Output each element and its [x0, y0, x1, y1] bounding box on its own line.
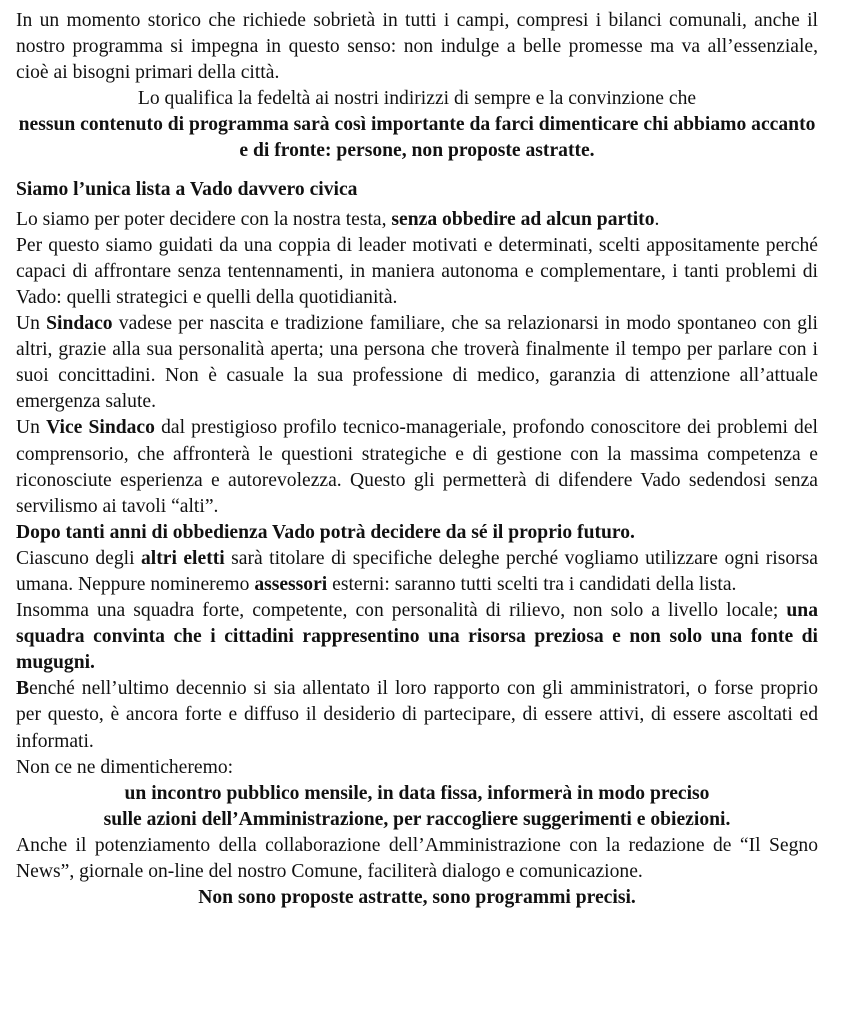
- paragraph-sindaco: [16, 311, 818, 415]
- paragraph-vice-sindaco: [16, 415, 818, 519]
- bold-span: altri eletti: [141, 547, 225, 569]
- bold-span: Sindaco: [46, 313, 113, 335]
- section-heading: Siamo l’unica lista a Vado davvero civica: [16, 178, 358, 200]
- intro-center-line: Lo qualifica la fedeltà ai nostri indirizzi di sempre e la convinzione che: [137, 88, 697, 110]
- text-span: Un: [16, 417, 47, 439]
- intro-center-bold: nessun contenuto di programma sarà così importante da farci dimenticare chi abbiamo accanto e di fronte: persone, non proposte astratte.: [18, 114, 816, 162]
- paragraph-partecipazione: [16, 676, 818, 754]
- text-span: enché nell’ultimo decennio si sia allentato il loro rapporto con gli amministratori, o forse proprio per questo, è ancora forte e diffuso il desiderio di partecipare, di essere attivi, di essere ascoltati ed informati.: [16, 678, 818, 752]
- drop-initial: B: [16, 678, 30, 700]
- text-span: .: [654, 208, 660, 230]
- text-span: Lo siamo per poter decidere con la nostra testa,: [16, 208, 392, 230]
- incontro-line-2: sulle azioni dell’Amministrazione, per raccogliere suggerimenti e obiezioni.: [103, 808, 731, 830]
- text-span: Insomma una squadra forte, competente, con personalità di rilievo, non solo a livello locale;: [16, 600, 787, 622]
- paragraph-eletti: [16, 546, 818, 598]
- incontro-line-1: un incontro pubblico mensile, in data fissa, informerà in modo preciso: [124, 782, 710, 804]
- text-span: sarà titolare di specifiche deleghe perché vogliamo utilizzare ogni risorsa umana. Neppure nomineremo: [16, 547, 818, 595]
- paragraph-squadra: [16, 598, 818, 676]
- text-span: Ciascuno degli: [16, 547, 141, 569]
- bold-span: assessori: [254, 573, 328, 595]
- paragraph-obbedienza: Dopo tanti anni di obbedienza Vado potrà decidere da sé il proprio futuro.: [16, 521, 635, 543]
- intro-paragraph: In un momento storico che richiede sobrietà in tutti i campi, compresi i bilanci comunali, anche il nostro programma si impegna in questo senso: non indulge a belle promesse ma va all’essenziale, cioè ai bisogni primari della città.: [16, 10, 818, 84]
- paragraph-segno-news: Anche il potenziamento della collaborazione dell’Amministrazione con la redazione de “Il Segno News”, giornale on-line del nostro Comune, faciliterà dialogo e comunicazione.: [16, 834, 818, 882]
- paragraph-non-dimenticheremo: Non ce ne dimenticheremo:: [16, 756, 234, 778]
- text-span: dal prestigioso profilo tecnico-manageriale, profondo conoscitore dei problemi del comprensorio, che affronterà le questioni strategiche e di gestione con la massima competenza e riconosciute esperienza e autorevolezza. Questo gli permetterà di difendere Vado sedendosi senza servilismo ai tavoli “alti”.: [16, 417, 818, 517]
- paragraph-leaders: Per questo siamo guidati da una coppia di leader motivati e determinati, scelti appositamente perché capaci di affrontare senza tentennamenti, in maniera autonoma e complementare, i tanti problemi di Vado: quelli strategici e quelli della quotidianità.: [16, 234, 818, 308]
- bold-span: senza obbedire ad alcun partito: [391, 208, 655, 230]
- section-gap: [16, 165, 818, 177]
- bold-span: Vice Sindaco: [46, 417, 155, 439]
- bold-span: una squadra convinta che i cittadini rappresentino una risorsa preziosa e non solo una fonte di mugugni.: [16, 600, 818, 674]
- paragraph-civic: [16, 207, 818, 233]
- text-span: esterni: saranno tutti scelti tra i candidati della lista.: [327, 573, 737, 595]
- text-span: vadese per nascita e tradizione familiare, che sa relazionarsi in modo spontaneo con gli altri, grazie alla sua personalità aperta; una persona che troverà finalmente il tempo per parlare con i suoi concittadini. Non è casuale la sua professione di medico, garanzia di attenzione all’attuale emergenza salute.: [16, 313, 818, 413]
- closing-line: Non sono proposte astratte, sono programmi precisi.: [198, 887, 636, 909]
- text-span: Un: [16, 313, 47, 335]
